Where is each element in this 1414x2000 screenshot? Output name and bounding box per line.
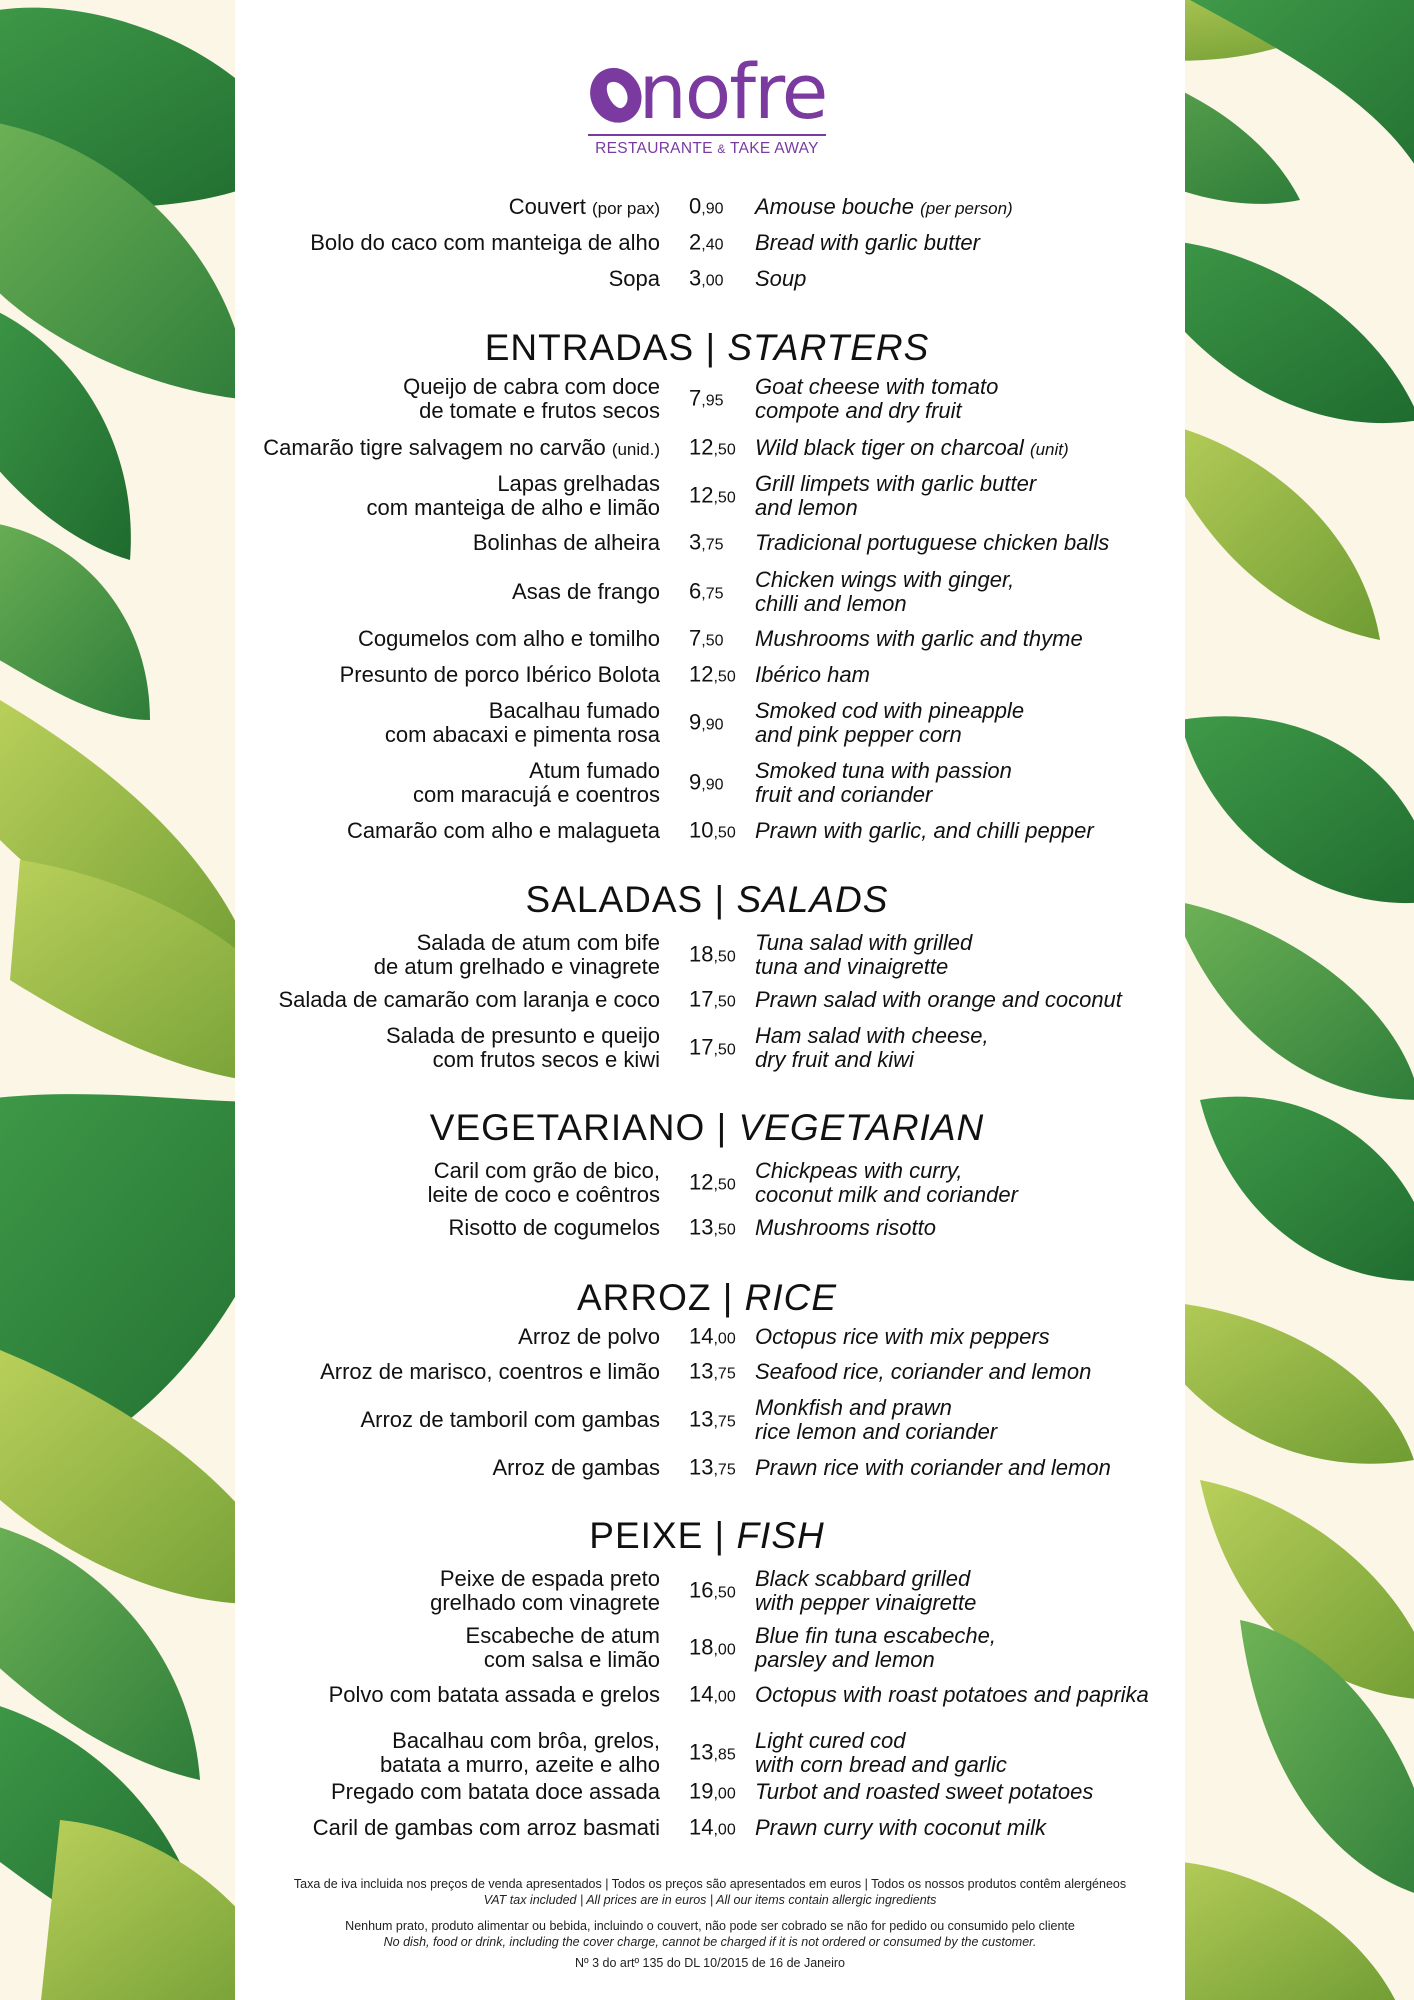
dish-price bbox=[689, 1636, 736, 1663]
section-title-en: FISH bbox=[736, 1515, 825, 1556]
dish-name-pt bbox=[200, 1408, 660, 1434]
price-cents: ,50 bbox=[713, 948, 736, 966]
price-cents: ,00 bbox=[713, 1688, 736, 1706]
dish-name-en bbox=[755, 699, 1195, 749]
dish-name-en-text: Grill limpets with garlic butter and lemon bbox=[755, 471, 1037, 520]
dish-name-en-text: Monkfish and prawn rice lemon and coriander bbox=[755, 1395, 998, 1444]
dish-name-pt-text: Peixe de espada preto grelhado com vinagrete bbox=[430, 1566, 660, 1615]
dish-name-en bbox=[755, 1024, 1195, 1074]
dish-name-pt bbox=[200, 436, 660, 462]
price-cents: ,50 bbox=[701, 632, 724, 650]
dish-name-en-text: Octopus with roast potatoes and paprika bbox=[755, 1682, 1149, 1707]
price-cents: ,90 bbox=[701, 200, 724, 218]
dish-name-en-text: Soup bbox=[755, 266, 807, 291]
price-cents: ,85 bbox=[713, 1746, 736, 1764]
dish-price bbox=[689, 1036, 736, 1063]
price-euros: 18 bbox=[689, 941, 714, 967]
dish-name-en bbox=[755, 931, 1195, 981]
price-euros: 14 bbox=[689, 1323, 714, 1349]
section-title-pt: ENTRADAS bbox=[484, 327, 695, 368]
dish-name-en-text: Prawn rice with coriander and lemon bbox=[755, 1455, 1111, 1480]
section-title-pt: VEGETARIANO bbox=[429, 1107, 706, 1148]
dish-price bbox=[689, 484, 736, 511]
dish-price bbox=[689, 267, 724, 294]
footer-tax-note-pt: Taxa de iva incluida nos preços de venda apresentados | Todos os preços são apresentados em euros | Todos os nossos produtos contêm alergéneos bbox=[293, 1877, 1127, 1891]
dish-name-pt-text: Salada de atum com bife de atum grelhado e vinagrete bbox=[373, 930, 660, 979]
price-cents: ,50 bbox=[713, 489, 736, 507]
dish-name-en bbox=[755, 759, 1195, 809]
price-euros: 9 bbox=[689, 709, 702, 735]
dish-name-en-text: Bread with garlic butter bbox=[755, 230, 980, 255]
section-heading bbox=[0, 1276, 1414, 1320]
dish-name-pt-text: Arroz de polvo bbox=[518, 1324, 660, 1349]
price-euros: 9 bbox=[689, 769, 702, 795]
price-euros: 17 bbox=[689, 1034, 714, 1060]
dish-name-pt bbox=[200, 580, 660, 606]
price-euros: 7 bbox=[689, 625, 702, 651]
dish-name-pt-text: Escabeche de atum com salsa e limão bbox=[465, 1623, 660, 1672]
dish-price bbox=[689, 1216, 736, 1243]
dish-name-pt bbox=[200, 627, 660, 653]
price-cents: ,40 bbox=[701, 236, 724, 254]
price-cents: ,00 bbox=[713, 1785, 736, 1803]
dish-name-en-text: Mushrooms risotto bbox=[755, 1215, 936, 1240]
price-euros: 10 bbox=[689, 817, 714, 843]
price-euros: 14 bbox=[689, 1814, 714, 1840]
price-cents: ,00 bbox=[713, 1641, 736, 1659]
dish-name-en-text: Amouse bouche bbox=[755, 194, 914, 219]
restaurant-logo bbox=[570, 47, 844, 158]
dish-name-pt-text: Pregado com batata doce assada bbox=[330, 1779, 660, 1804]
price-euros: 0 bbox=[689, 193, 702, 219]
dish-name-en bbox=[755, 1360, 1195, 1386]
dish-name-en bbox=[755, 472, 1195, 522]
dish-name-pt-text: Salada de camarão com laranja e coco bbox=[278, 987, 660, 1012]
dish-note-pt: (unid.) bbox=[611, 440, 660, 459]
dish-note-en: (unit) bbox=[1029, 440, 1069, 459]
section-title-separator: | bbox=[716, 1107, 728, 1148]
price-cents: ,95 bbox=[701, 392, 724, 410]
dish-name-en-text: Smoked cod with pineapple and pink pepper corn bbox=[755, 698, 1025, 747]
dish-name-en bbox=[755, 195, 1195, 221]
price-cents: ,90 bbox=[701, 716, 724, 734]
dish-name-pt bbox=[200, 759, 660, 809]
dish-name-pt bbox=[200, 988, 660, 1014]
section-heading bbox=[0, 878, 1414, 922]
dish-name-en-text: Wild black tiger on charcoal bbox=[755, 435, 1024, 460]
price-euros: 12 bbox=[689, 661, 714, 687]
dish-name-en bbox=[755, 1325, 1195, 1351]
dish-note-en: (per person) bbox=[920, 199, 1013, 218]
price-cents: ,50 bbox=[713, 441, 736, 459]
price-cents: ,50 bbox=[713, 1221, 736, 1239]
dish-name-en bbox=[755, 663, 1195, 689]
section-title-separator: | bbox=[705, 327, 717, 368]
dish-name-pt bbox=[200, 1624, 660, 1674]
dish-name-en bbox=[755, 1216, 1195, 1242]
dish-name-pt bbox=[200, 1360, 660, 1386]
dish-price bbox=[689, 580, 724, 607]
dish-price bbox=[689, 1579, 736, 1606]
dish-name-pt-text: Camarão tigre salvagem no carvão bbox=[263, 435, 606, 460]
dish-price bbox=[689, 943, 736, 970]
dish-name-en-text: Black scabbard grilled with pepper vinaigrette bbox=[755, 1566, 977, 1615]
dish-name-en-text: Tuna salad with grilled tuna and vinaigrette bbox=[755, 930, 973, 979]
dish-price bbox=[689, 1741, 736, 1768]
dish-name-en bbox=[755, 436, 1195, 462]
dish-name-pt-text: Arroz de gambas bbox=[492, 1455, 660, 1480]
price-euros: 18 bbox=[689, 1634, 714, 1660]
dish-name-en-text: Blue fin tuna escabeche, parsley and lemon bbox=[755, 1623, 996, 1672]
price-euros: 14 bbox=[689, 1681, 714, 1707]
dish-name-en-text: Goat cheese with tomato compote and dry fruit bbox=[755, 374, 999, 423]
price-euros: 17 bbox=[689, 986, 714, 1012]
price-euros: 3 bbox=[689, 265, 702, 291]
dish-name-pt bbox=[200, 375, 660, 425]
dish-price bbox=[689, 195, 724, 222]
dish-name-en-text: Prawn with garlic, and chilli pepper bbox=[755, 818, 1094, 843]
dish-name-pt bbox=[200, 267, 660, 293]
dish-name-en bbox=[755, 1624, 1195, 1674]
dish-name-en bbox=[755, 375, 1195, 425]
dish-price bbox=[689, 627, 724, 654]
price-cents: ,75 bbox=[713, 1461, 736, 1479]
dish-name-en bbox=[755, 568, 1195, 618]
dish-name-pt bbox=[200, 1780, 660, 1806]
dish-name-en-text: Prawn curry with coconut milk bbox=[755, 1815, 1046, 1840]
dish-name-en-text: Tradicional portuguese chicken balls bbox=[755, 530, 1110, 555]
dish-name-pt-text: Arroz de tamboril com gambas bbox=[360, 1407, 660, 1432]
section-title-en: SALADS bbox=[736, 879, 889, 920]
dish-name-pt-text: Asas de frango bbox=[512, 579, 660, 604]
dish-name-en bbox=[755, 627, 1195, 653]
dish-name-en bbox=[755, 1683, 1195, 1709]
price-euros: 13 bbox=[689, 1739, 714, 1765]
price-cents: ,00 bbox=[713, 1821, 736, 1839]
dish-name-pt-text: Bacalhau com brôa, grelos, batata a murro, azeite e alho bbox=[379, 1728, 660, 1777]
footer-charge-note-en: No dish, food or drink, including the cover charge, cannot be charged if it is not ordered or consumed by the customer. bbox=[383, 1935, 1037, 1949]
dish-price bbox=[689, 1780, 736, 1807]
price-euros: 13 bbox=[689, 1454, 714, 1480]
price-cents: ,00 bbox=[701, 272, 724, 290]
dish-name-pt bbox=[200, 1567, 660, 1617]
dish-price bbox=[689, 1171, 736, 1198]
dish-name-pt bbox=[200, 1216, 660, 1242]
price-cents: ,75 bbox=[701, 536, 724, 554]
dish-name-en bbox=[755, 1729, 1195, 1779]
dish-name-pt-text: Salada de presunto e queijo com frutos secos e kiwi bbox=[386, 1023, 660, 1072]
price-euros: 3 bbox=[689, 529, 702, 555]
price-cents: ,50 bbox=[713, 1584, 736, 1602]
dish-price bbox=[689, 988, 736, 1015]
dish-name-en-text: Ibérico ham bbox=[755, 662, 870, 687]
dish-price bbox=[689, 1683, 736, 1710]
dish-name-pt-text: Camarão com alho e malagueta bbox=[346, 818, 660, 843]
dish-name-en-text: Light cured cod with corn bread and garlic bbox=[755, 1728, 1007, 1777]
price-cents: ,00 bbox=[713, 1330, 736, 1348]
dish-name-pt-text: Lapas grelhadas com manteiga de alho e limão bbox=[366, 471, 660, 520]
dish-price bbox=[689, 436, 736, 463]
dish-price bbox=[689, 1408, 736, 1435]
logo-wordmark: nofre bbox=[570, 52, 844, 132]
section-heading bbox=[0, 326, 1414, 370]
price-euros: 2 bbox=[689, 229, 702, 255]
footer-legal-ref: Nº 3 do artº 135 do DL 10/2015 de 16 de Janeiro bbox=[575, 1956, 845, 1970]
section-title-pt: PEIXE bbox=[589, 1515, 704, 1556]
price-euros: 13 bbox=[689, 1214, 714, 1240]
dish-price bbox=[689, 387, 724, 414]
section-heading bbox=[0, 1514, 1414, 1558]
price-cents: ,50 bbox=[713, 1041, 736, 1059]
dish-name-en-text: Prawn salad with orange and coconut bbox=[755, 987, 1122, 1012]
dish-name-pt bbox=[200, 1816, 660, 1842]
dish-name-en-text: Chickpeas with curry, coconut milk and coriander bbox=[755, 1158, 1018, 1207]
section-title-separator: | bbox=[714, 1515, 726, 1556]
dish-name-pt bbox=[200, 1325, 660, 1351]
dish-name-en bbox=[755, 231, 1195, 257]
dish-name-en-text: Ham salad with cheese, dry fruit and kiwi bbox=[755, 1023, 989, 1072]
dish-name-pt bbox=[200, 231, 660, 257]
dish-name-en-text: Turbot and roasted sweet potatoes bbox=[755, 1779, 1094, 1804]
dish-name-en bbox=[755, 1816, 1195, 1842]
footer-tax-note-en: VAT tax included | All prices are in euros | All our items contain allergic ingredients bbox=[483, 1893, 937, 1907]
dish-name-en bbox=[755, 1567, 1195, 1617]
dish-name-pt-text: Queijo de cabra com doce de tomate e frutos secos bbox=[403, 374, 660, 423]
price-euros: 12 bbox=[689, 482, 714, 508]
dish-name-pt bbox=[200, 195, 660, 221]
dish-name-en bbox=[755, 1159, 1195, 1209]
price-cents: ,50 bbox=[713, 1176, 736, 1194]
price-euros: 16 bbox=[689, 1577, 714, 1603]
dish-name-pt-text: Polvo com batata assada e grelos bbox=[328, 1682, 660, 1707]
dish-price bbox=[689, 531, 724, 558]
price-cents: ,75 bbox=[701, 585, 724, 603]
dish-name-pt bbox=[200, 1024, 660, 1074]
price-cents: ,50 bbox=[713, 824, 736, 842]
dish-name-pt bbox=[200, 1729, 660, 1779]
dish-name-pt bbox=[200, 699, 660, 749]
dish-name-pt-text: Bacalhau fumado com abacaxi e pimenta rosa bbox=[384, 698, 660, 747]
dish-name-pt-text: Risotto de cogumelos bbox=[448, 1215, 660, 1240]
dish-name-pt bbox=[200, 1456, 660, 1482]
price-cents: ,90 bbox=[701, 776, 724, 794]
price-euros: 6 bbox=[689, 578, 702, 604]
dish-name-pt bbox=[200, 472, 660, 522]
dish-name-pt bbox=[200, 819, 660, 845]
dish-name-pt-text: Bolo do caco com manteiga de alho bbox=[310, 230, 660, 255]
section-title-en: RICE bbox=[744, 1277, 838, 1318]
dish-price bbox=[689, 711, 724, 738]
dish-name-pt-text: Arroz de marisco, coentros e limão bbox=[320, 1359, 660, 1384]
dish-name-pt-text: Cogumelos com alho e tomilho bbox=[357, 626, 660, 651]
dish-name-pt bbox=[200, 1159, 660, 1209]
dish-name-pt-text: Caril de gambas com arroz basmati bbox=[312, 1815, 660, 1840]
price-euros: 19 bbox=[689, 1778, 714, 1804]
dish-name-pt-text: Caril com grão de bico, leite de coco e coêntros bbox=[427, 1158, 660, 1207]
dish-price bbox=[689, 819, 736, 846]
price-euros: 13 bbox=[689, 1358, 714, 1384]
dish-name-pt bbox=[200, 531, 660, 557]
price-euros: 13 bbox=[689, 1406, 714, 1432]
dish-name-pt bbox=[200, 931, 660, 981]
footer-charge-note-pt: Nenhum prato, produto alimentar ou bebida, incluindo o couvert, não pode ser cobrado se não for pedido ou consumido pelo cliente bbox=[345, 1919, 1075, 1933]
section-title-en: STARTERS bbox=[727, 327, 930, 368]
section-title-en: VEGETARIAN bbox=[738, 1107, 985, 1148]
section-title-separator: | bbox=[714, 879, 726, 920]
price-cents: ,50 bbox=[713, 668, 736, 686]
dish-price bbox=[689, 1325, 736, 1352]
dish-name-pt bbox=[200, 1683, 660, 1709]
dish-name-en-text: Mushrooms with garlic and thyme bbox=[755, 626, 1083, 651]
dish-name-en-text: Octopus rice with mix peppers bbox=[755, 1324, 1050, 1349]
dish-name-pt-text: Sopa bbox=[608, 266, 660, 291]
dish-name-en bbox=[755, 819, 1195, 845]
dish-name-en bbox=[755, 988, 1195, 1014]
dish-price bbox=[689, 231, 724, 258]
dish-name-en-text: Smoked tuna with passion fruit and coriander bbox=[755, 758, 1012, 807]
price-euros: 12 bbox=[689, 434, 714, 460]
section-title-separator: | bbox=[722, 1277, 734, 1318]
price-cents: ,75 bbox=[713, 1413, 736, 1431]
dish-name-en bbox=[755, 1396, 1195, 1446]
dish-name-pt-text: Atum fumado com maracujá e coentros bbox=[413, 758, 660, 807]
dish-price bbox=[689, 1816, 736, 1843]
price-cents: ,50 bbox=[713, 993, 736, 1011]
price-euros: 7 bbox=[689, 385, 702, 411]
dish-price bbox=[689, 1456, 736, 1483]
logo-subtitle: RESTAURANTE & TAKE AWAY bbox=[595, 140, 819, 157]
dish-price bbox=[689, 663, 736, 690]
dish-name-pt bbox=[200, 663, 660, 689]
section-title-pt: SALADAS bbox=[525, 879, 704, 920]
price-cents: ,75 bbox=[713, 1365, 736, 1383]
dish-name-en bbox=[755, 1780, 1195, 1806]
dish-name-en bbox=[755, 531, 1195, 557]
dish-price bbox=[689, 1360, 736, 1387]
dish-name-en-text: Chicken wings with ginger, chilli and lemon bbox=[755, 567, 1015, 616]
section-heading bbox=[0, 1106, 1414, 1150]
dish-name-en bbox=[755, 1456, 1195, 1482]
dish-name-pt-text: Bolinhas de alheira bbox=[472, 530, 660, 555]
section-title-pt: ARROZ bbox=[576, 1277, 712, 1318]
dish-price bbox=[689, 771, 724, 798]
dish-name-pt-text: Couvert bbox=[508, 194, 586, 219]
dish-note-pt: (por pax) bbox=[591, 199, 660, 218]
dish-name-en bbox=[755, 267, 1195, 293]
price-euros: 12 bbox=[689, 1169, 714, 1195]
dish-name-pt-text: Presunto de porco Ibérico Bolota bbox=[339, 662, 660, 687]
dish-name-en-text: Seafood rice, coriander and lemon bbox=[755, 1359, 1092, 1384]
